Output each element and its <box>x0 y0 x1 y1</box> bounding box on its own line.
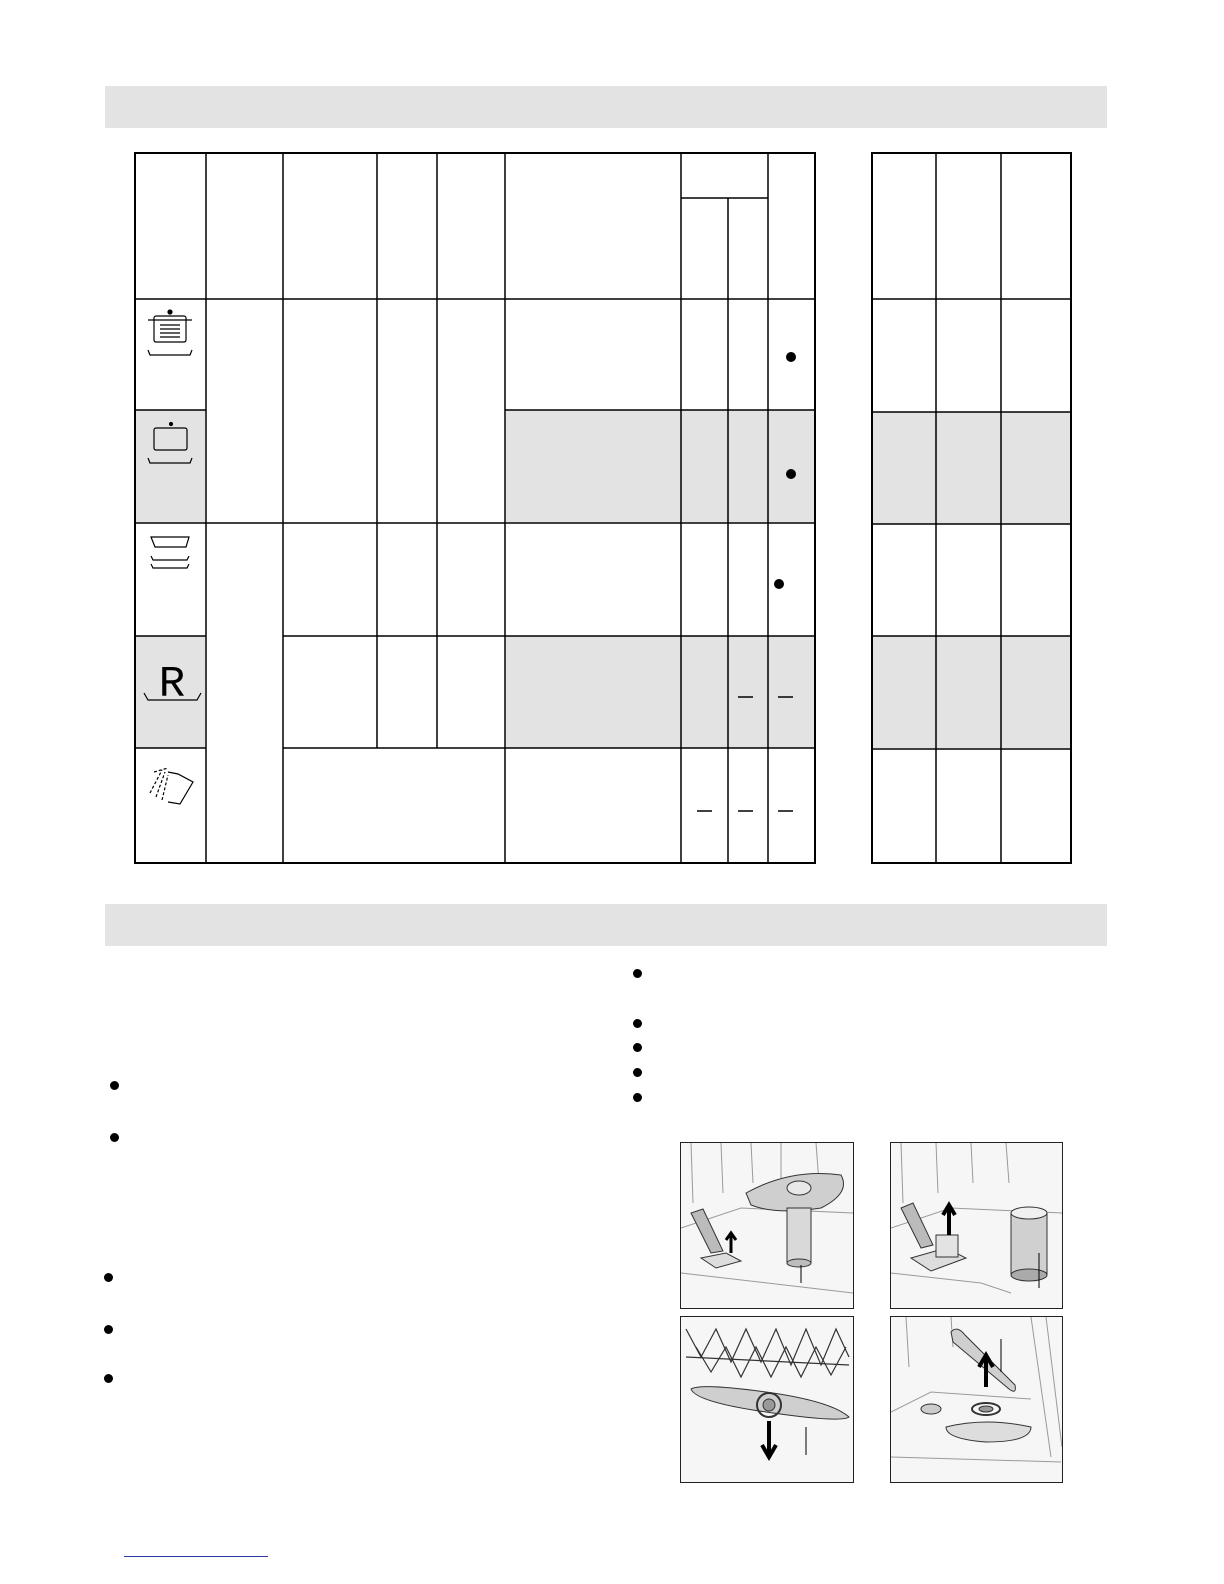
bullet-left-5 <box>104 1374 113 1383</box>
upper-spray-arm-figure <box>890 1316 1063 1483</box>
filter-cylinder-figure <box>890 1142 1063 1309</box>
filter-removal-figure <box>680 1142 854 1309</box>
bullet-right-5 <box>633 1093 642 1102</box>
heavy-pot-icon <box>148 310 192 355</box>
bullet-right-3 <box>633 1043 642 1052</box>
svg-text:R: R <box>158 660 186 710</box>
bullet-left-3 <box>104 1273 113 1282</box>
bullet-right-2 <box>633 1019 642 1028</box>
bullet-left-2 <box>110 1133 119 1142</box>
bullet-left-4 <box>104 1325 113 1334</box>
dishes-icon <box>151 537 189 568</box>
bullet-right-1 <box>633 969 642 978</box>
bullet-left-1 <box>110 1081 119 1090</box>
section-header-band-maintenance <box>105 904 1107 946</box>
bullet-right-4 <box>633 1068 642 1077</box>
pre-rinse-spray-icon <box>150 768 193 804</box>
footer-rule <box>124 1556 268 1557</box>
lower-spray-arm-figure <box>680 1316 854 1483</box>
